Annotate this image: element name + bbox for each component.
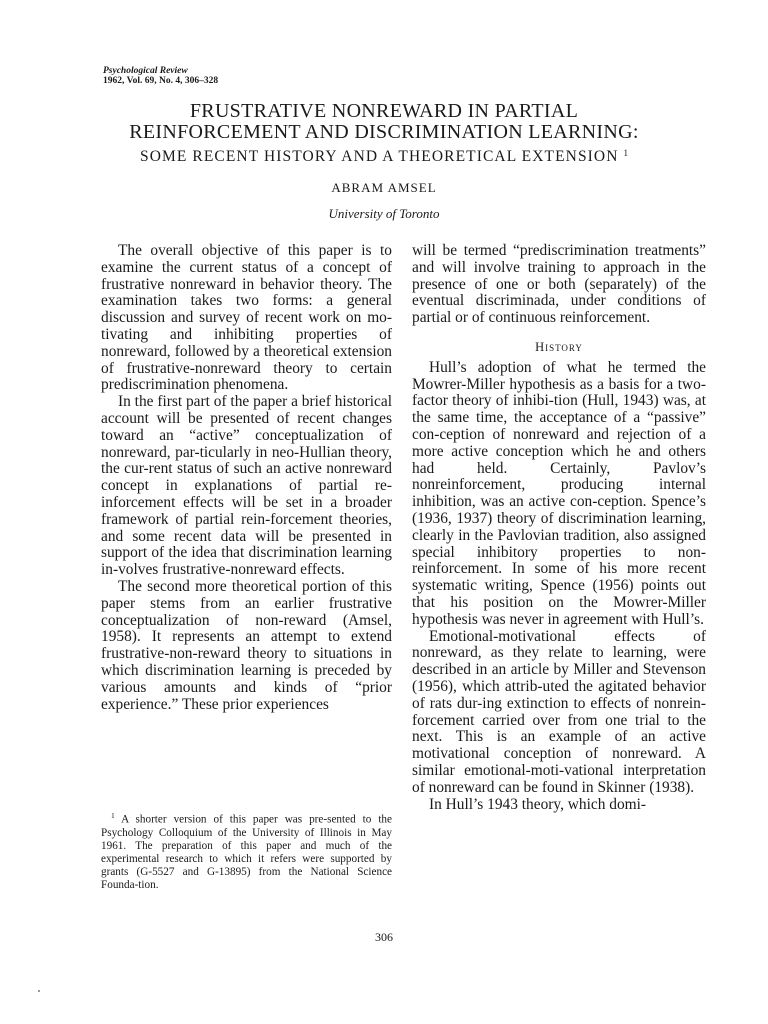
paragraph: Emotional-motivational effects of nonreward, as they relate to learning, were described in an article by Miller and Stevenson (1956), which attrib-uted the agitated behavior of rats dur-ing extinction to effects of nonrein-forcement carried over from one trial to the next. This is an example of an active motivational conception of nonreward. A similar emotional-moti-vational interpretation of nonreward can be found in Skinner (1938). <box>412 627 706 796</box>
journal-name: Psychological Review <box>103 66 188 76</box>
footnote-marker: 1 <box>111 811 115 820</box>
footnote-paragraph <box>101 809 392 892</box>
article-subtitle <box>20 148 748 166</box>
author-name: ABRAM AMSEL <box>331 180 437 195</box>
journal-issue: 1962, Vol. 69, No. 4, 306–328 <box>103 76 219 86</box>
paragraph-continuation: will be termed “prediscrimination treatments” and will involve training to approach in the presence of one or both (separately) of the eventual discriminada, under conditions of partial or of continuous reinforcement. <box>412 242 706 327</box>
journal-citation <box>103 66 218 86</box>
left-column <box>101 243 392 713</box>
paragraph: In Hull’s 1943 theory, which domi- <box>429 795 647 813</box>
page-number: 306 <box>375 930 393 944</box>
author-affiliation: University of Toronto <box>328 206 440 221</box>
title-line-2: REINFORCEMENT AND DISCRIMINATION LEARNING: <box>129 121 639 143</box>
paragraph: Hull’s adoption of what he termed the Mowrer-Miller hypothesis as a basis for a two-factor theory of inhibi-tion (Hull, 1943) was, at the same time, the acceptance of a “passive” con-ception of nonreward and rejection of a more active conception which he and others had held. Certainly, Pavlov’s nonreinforcement, producing internal inhibition, was an active con-ception. Spence’s (1936, 1937) theory of discrimination learning, clearly in the Pavlovian tradition, also assigned special inhibitory properties to non-reinforcement. In some of his more recent systematic writing, Spence (1956) points out that his position on the Mowrer-Miller hypothesis was never in agreement with Hull’s. <box>412 358 706 628</box>
footnote-text: A shorter version of this paper was pre-sented to the Psychology Colloquium of the University of Illinois in May 1961. The preparation of this paper and much of the experimental research to which it refers were supported by grants (G-5527 and G-13895) from the National Science Founda-tion. <box>101 813 392 891</box>
article-title <box>20 101 748 143</box>
footnote <box>101 809 392 892</box>
section-heading-history: History <box>535 339 583 354</box>
right-column <box>412 243 706 813</box>
scan-speck <box>38 990 40 992</box>
paragraph: The second more theoretical portion of this paper stems from an earlier frustrative conceptualization of non-reward (Amsel, 1958). It represents an attempt to extend frustrative-non-reward theory to situations in which discrimination learning is preceded by various amounts and kinds of “prior experience.” These prior experiences <box>101 577 392 713</box>
subtitle-text: SOME RECENT HISTORY AND A THEORETICAL EXTENSION <box>139 148 619 165</box>
paragraph: In the first part of the paper a brief historical account will be presented of recent changes toward an “active” conceptualization of nonreward, par-ticularly in neo-Hullian theory, the cur-rent status of such an active nonreward concept in explanations of partial re-inforcement effects will be set in a broader framework of partial rein-forcement theories, and some recent data will be presented in support of the idea that discrimination learning in-volves frustrative-nonreward effects. <box>101 393 392 579</box>
title-line-1: FRUSTRATIVE NONREWARD IN PARTIAL <box>189 100 579 122</box>
title-footnote-marker: 1 <box>623 148 629 158</box>
paragraph: The overall objective of this paper is to examine the current status of a concept of frustrative nonreward in behavior theory. The examination takes two forms: a general discussion and survey of recent work on mo-tivating and inhibiting properties of nonreward, followed by a theoretical extension of frustrative-nonreward theory to certain prediscrimination phenomena. <box>101 242 392 394</box>
